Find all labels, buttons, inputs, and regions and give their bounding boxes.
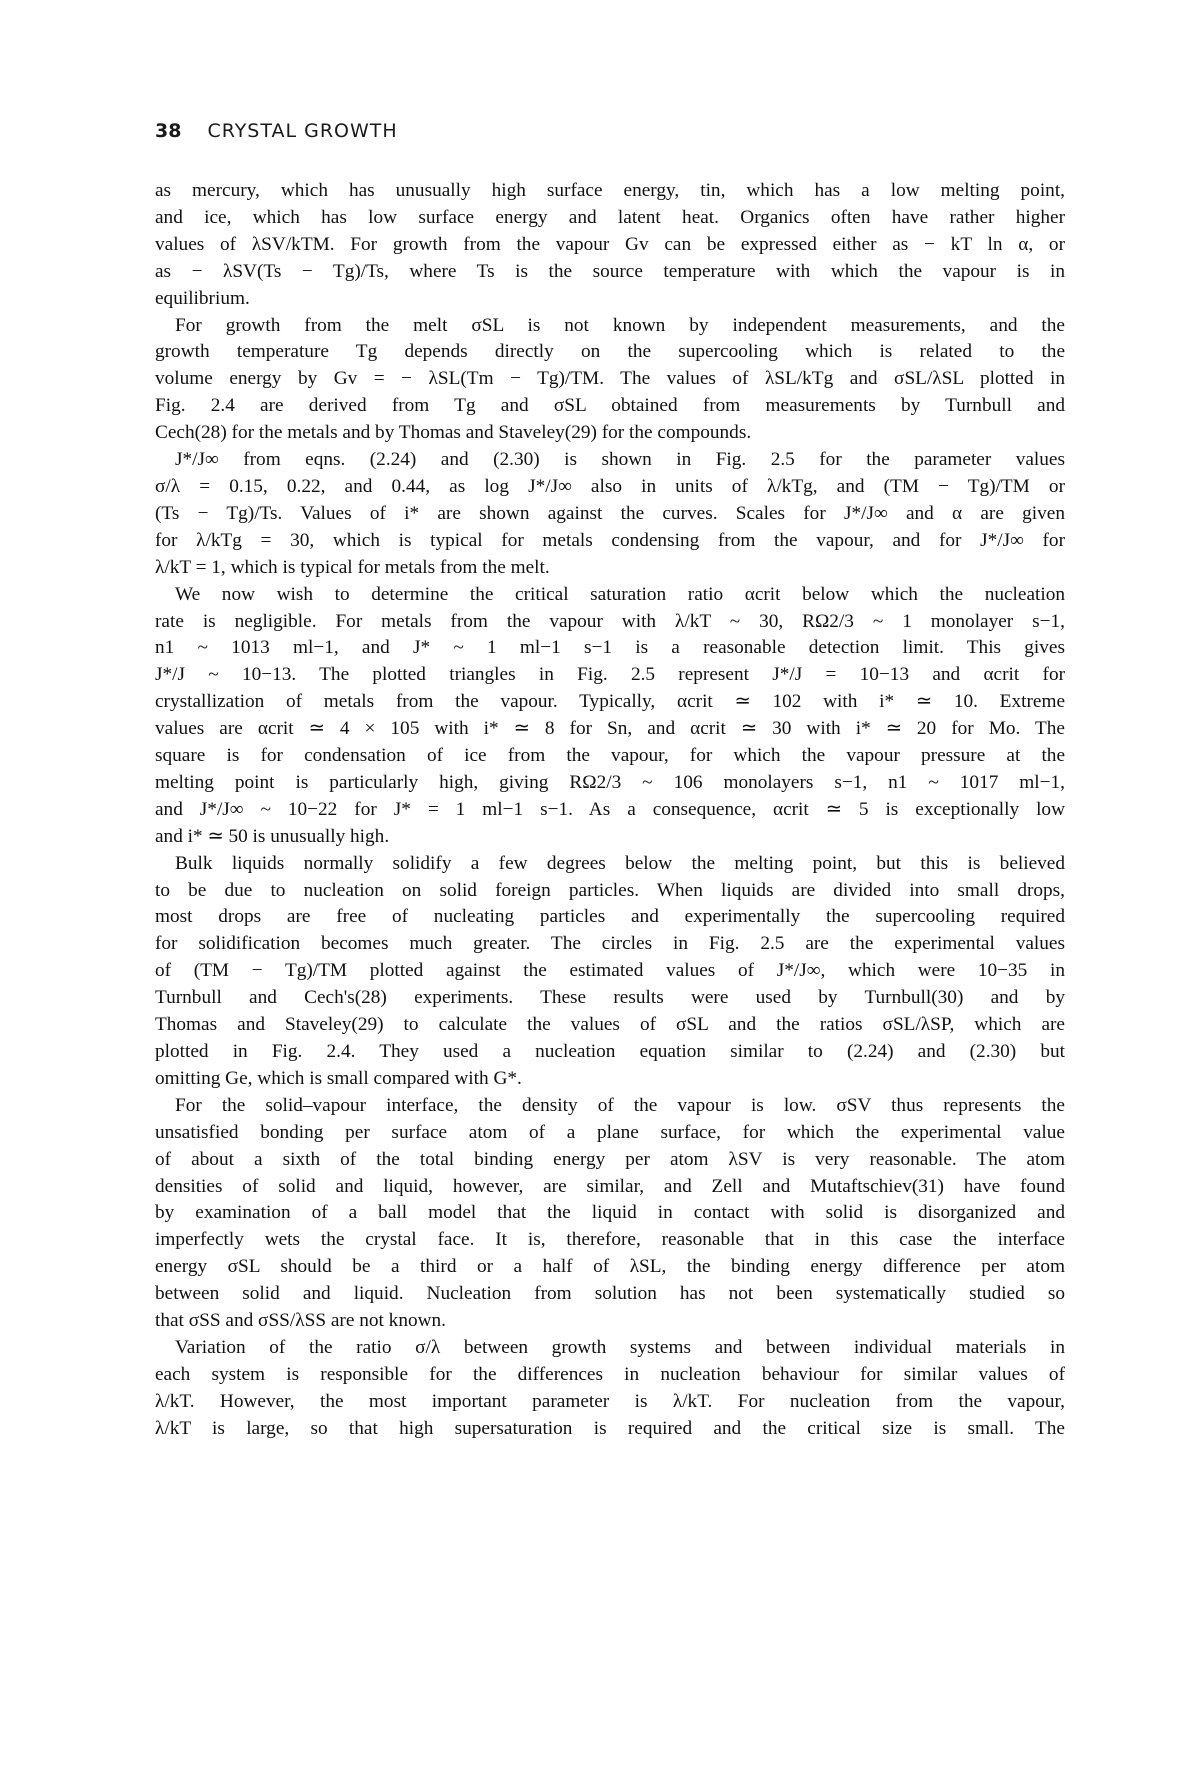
text-line: Bulk liquids normally solidify a few degrees below the melting point, but this is believed — [175, 852, 1065, 874]
text-line: We now wish to determine the critical saturation ratio αcrit below which the nucleation — [175, 583, 1065, 605]
page-number: 38 — [155, 120, 182, 142]
text-line: equilibrium. — [155, 287, 250, 309]
text-line: Thomas and Staveley(29) to calculate the values of σSL and the ratios σSL/λSP, which are — [155, 1014, 1065, 1036]
text-line: λ/kT is large, so that high supersaturation is required and the critical size is small. The — [155, 1417, 1065, 1439]
text-line: energy σSL should be a third or a half of λSL, the binding energy difference per atom — [155, 1256, 1065, 1278]
text-line: Fig. 2.4 are derived from Tg and σSL obtained from measurements by Turnbull and — [155, 395, 1065, 417]
text-line: volume energy by Gv = − λSL(Tm − Tg)/TM. The values of λSL/kTg and σSL/λSL plotted in — [155, 368, 1065, 390]
text-line: Cech(28) for the metals and by Thomas and Staveley(29) for the compounds. — [155, 422, 752, 444]
text-line: as − λSV(Ts − Tg)/Ts, where Ts is the source temperature with which the vapour is in — [155, 260, 1065, 282]
text-line: as mercury, which has unusually high surface energy, tin, which has a low melting point, — [155, 180, 1065, 201]
text-line: melting point is particularly high, giving RΩ2/3 ~ 106 monolayers s−1, n1 ~ 1017 ml−1, — [155, 771, 1065, 793]
text-line: of about a sixth of the total binding energy per atom λSV is very reasonable. The atom — [155, 1148, 1065, 1170]
text-line: crystallization of metals from the vapour. Typically, αcrit ≃ 102 with i* ≃ 10. Extreme — [155, 691, 1065, 713]
text-line: densities of solid and liquid, however, are similar, and Zell and Mutaftschiev(31) have found — [155, 1175, 1065, 1197]
text-line: values of λSV/kTM. For growth from the vapour Gv can be expressed either as − kT ln α, or — [155, 233, 1065, 255]
text-line: that σSS and σSS/λSS are not known. — [155, 1310, 446, 1332]
text-line: and J*/J∞ ~ 10−22 for J* = 1 ml−1 s−1. As a consequence, αcrit ≃ 5 is exceptionally low — [155, 798, 1065, 820]
text-line: λ/kT. However, the most important parameter is λ/kT. For nucleation from the vapour, — [155, 1390, 1065, 1412]
text-line: for solidification becomes much greater. The circles in Fig. 2.5 are the experimental values — [155, 933, 1065, 955]
text-line: of (TM − Tg)/TM plotted against the estimated values of J*/J∞, which were 10−35 in — [155, 960, 1065, 982]
text-line: λ/kT = 1, which is typical for metals from the melt. — [155, 556, 550, 578]
body-text — [155, 178, 1065, 1443]
text-line: For growth from the melt σSL is not known by independent measurements, and the — [175, 314, 1065, 336]
text-line: growth temperature Tg depends directly on the supercooling which is related to the — [155, 341, 1065, 363]
text-line: Turnbull and Cech's(28) experiments. These results were used by Turnbull(30) and by — [155, 987, 1065, 1009]
running-head — [155, 120, 398, 142]
text-line: each system is responsible for the differences in nucleation behaviour for similar values of — [155, 1363, 1065, 1385]
text-line: and ice, which has low surface energy and latent heat. Organics often have rather higher — [155, 206, 1065, 228]
text-line: plotted in Fig. 2.4. They used a nucleation equation similar to (2.24) and (2.30) but — [155, 1041, 1065, 1062]
text-line: rate is negligible. For metals from the vapour with λ/kT ~ 30, RΩ2/3 ~ 1 monolayer s−1, — [155, 610, 1065, 632]
text-line: unsatisfied bonding per surface atom of a plane surface, for which the experimental value — [155, 1121, 1065, 1143]
text-line: Variation of the ratio σ/λ between growth systems and between individual materials in — [175, 1336, 1065, 1358]
text-line: most drops are free of nucleating particles and experimentally the supercooling required — [155, 906, 1065, 928]
text-line: and i* ≃ 50 is unusually high. — [155, 825, 390, 847]
text-line: between solid and liquid. Nucleation from solution has not been systematically studied so — [155, 1283, 1065, 1305]
text-line: J*/J ~ 10−13. The plotted triangles in Fig. 2.5 represent J*/J = 10−13 and αcrit for — [155, 664, 1065, 686]
text-line: square is for condensation of ice from the vapour, for which the vapour pressure at the — [155, 745, 1065, 767]
text-line: σ/λ = 0.15, 0.22, and 0.44, as log J*/J∞ also in units of λ/kTg, and (TM − Tg)/TM or — [155, 475, 1065, 497]
text-line: For the solid–vapour interface, the density of the vapour is low. σSV thus represents the — [175, 1094, 1065, 1116]
text-line: J*/J∞ from eqns. (2.24) and (2.30) is shown in Fig. 2.5 for the parameter values — [175, 449, 1065, 471]
text-line: by examination of a ball model that the liquid in contact with solid is disorganized and — [155, 1202, 1065, 1224]
text-line: n1 ~ 1013 ml−1, and J* ~ 1 ml−1 s−1 is a reasonable detection limit. This gives — [155, 637, 1065, 659]
text-line: omitting Ge, which is small compared with G*. — [155, 1067, 522, 1089]
text-line: values are αcrit ≃ 4 × 105 with i* ≃ 8 for Sn, and αcrit ≃ 30 with i* ≃ 20 for Mo. The — [155, 718, 1065, 740]
text-line: imperfectly wets the crystal face. It is, therefore, reasonable that in this case the interface — [155, 1229, 1065, 1251]
text-line: for λ/kTg = 30, which is typical for metals condensing from the vapour, and for J*/J∞ for — [155, 529, 1065, 551]
running-title: CRYSTAL GROWTH — [207, 120, 398, 142]
text-line: (Ts − Tg)/Ts. Values of i* are shown against the curves. Scales for J*/J∞ and α are given — [155, 502, 1065, 524]
text-line: to be due to nucleation on solid foreign particles. When liquids are divided into small drops, — [155, 879, 1065, 901]
